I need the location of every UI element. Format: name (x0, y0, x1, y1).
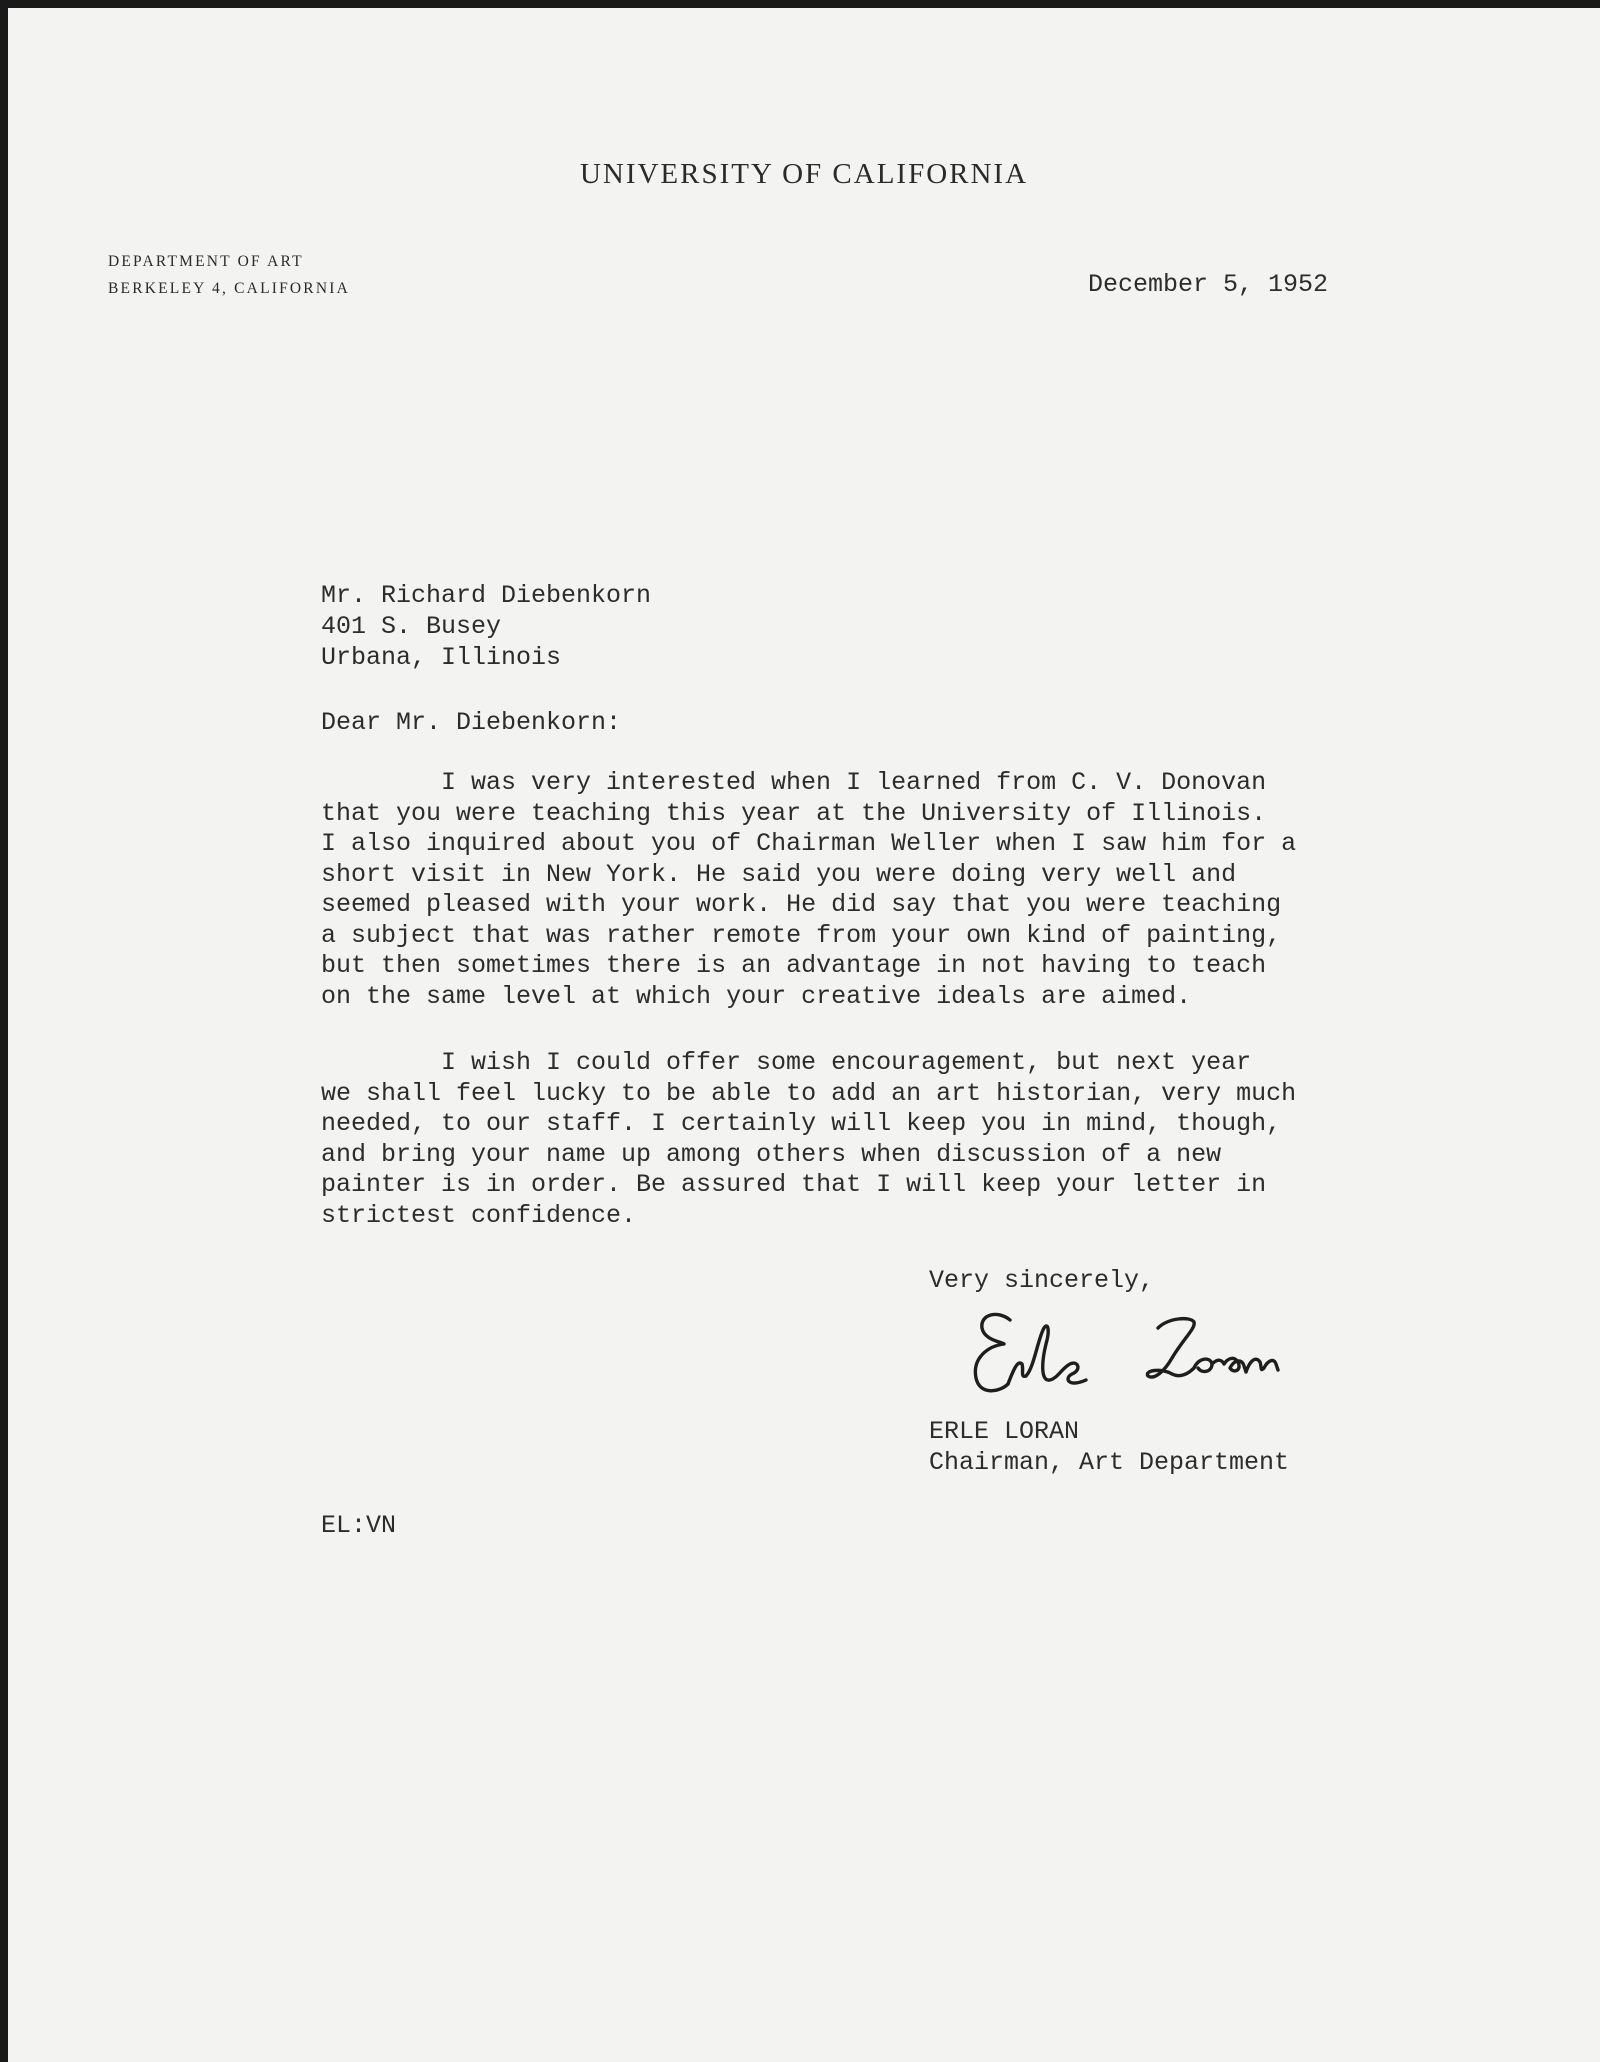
handwritten-signature (958, 1298, 1298, 1408)
letterhead-institution: UNIVERSITY OF CALIFORNIA (579, 158, 1029, 190)
signer-block (929, 1416, 1289, 1478)
paragraph-line: painter is in order. Be assured that I will keep your letter in (321, 1170, 1267, 1199)
paragraph-line: I also inquired about you of Chairman Weller when I saw him for a (321, 829, 1297, 858)
paragraph-line: strictest confidence. (321, 1200, 637, 1230)
recipient-street: 401 S. Busey (321, 612, 502, 641)
paragraph-line: needed, to our staff. I certainly will keep you in mind, though, (321, 1109, 1282, 1138)
paragraph-line: short visit in New York. He said you were doing very well and (321, 859, 1237, 889)
paragraph-line: I wish I could offer some encouragement, but next year (441, 1048, 1252, 1077)
paragraph-line: a subject that was rather remote from your own kind of painting, (321, 920, 1282, 950)
typist-initials: EL:VN (321, 1511, 397, 1540)
paragraph-line: and bring your name up among others when discussion of a new (321, 1139, 1222, 1169)
paragraph-line: on the same level at which your creative ideals are aimed. (321, 981, 1192, 1011)
paragraph-line: we shall feel lucky to be able to add an art historian, very much (321, 1078, 1297, 1108)
signer-title: Chairman, Art Department (929, 1448, 1290, 1477)
body-paragraph-2 (321, 1048, 1296, 1231)
recipient-name: Mr. Richard Diebenkorn (321, 581, 652, 610)
letter-page (8, 8, 1600, 2062)
letterhead-department: DEPARTMENT OF ART (108, 253, 304, 270)
recipient-city: Urbana, Illinois (321, 643, 562, 672)
signer-name: ERLE LORAN (929, 1417, 1080, 1446)
letter-date: December 5, 1952 (1088, 270, 1329, 299)
valediction-block (929, 1265, 1154, 1296)
letterhead-department-block (108, 248, 350, 302)
body-paragraph-1 (321, 768, 1296, 1012)
salutation: Dear Mr. Diebenkorn: (321, 708, 622, 737)
letterhead-location: BERKELEY 4, CALIFORNIA (108, 280, 350, 297)
recipient-address (321, 580, 651, 673)
paragraph-line: but then sometimes there is an advantage in not having to teach (321, 951, 1267, 980)
paragraph-line: that you were teaching this year at the University of Illinois. (321, 798, 1267, 828)
valediction: Very sincerely, (929, 1266, 1155, 1295)
paragraph-line: seemed pleased with your work. He did say that you were teaching (321, 890, 1282, 919)
paragraph-line: I was very interested when I learned from C. V. Donovan (441, 768, 1267, 797)
